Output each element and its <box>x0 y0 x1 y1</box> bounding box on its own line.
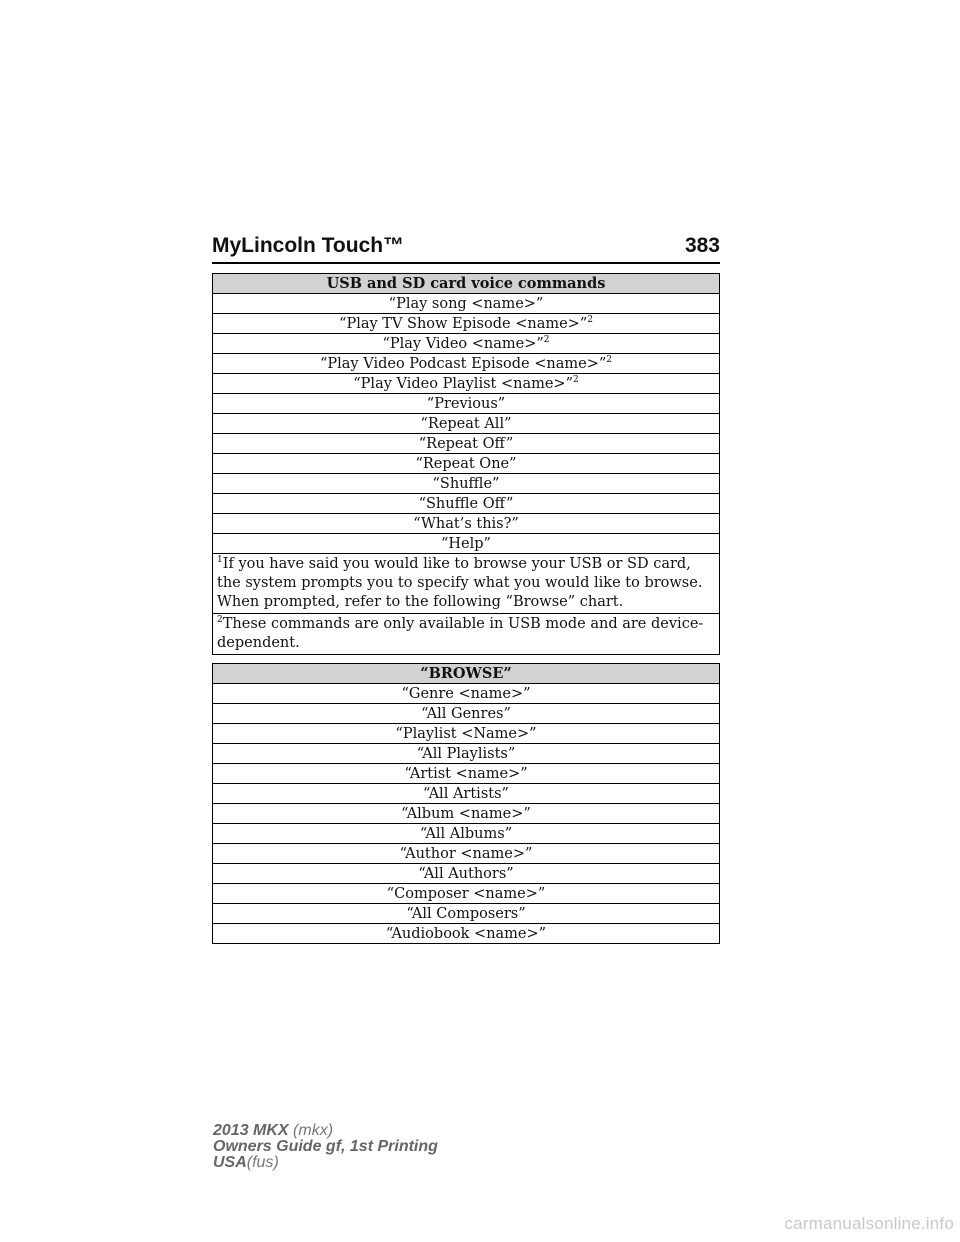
table-row: “Repeat All” <box>213 414 720 434</box>
table-row: “Album <name>” <box>213 804 720 824</box>
table-row: “Artist <name>” <box>213 764 720 784</box>
table-row: “Genre <name>” <box>213 684 720 704</box>
table-row: “Author <name>” <box>213 844 720 864</box>
usb-sd-voice-commands-table <box>212 273 720 655</box>
table-row: “Repeat Off” <box>213 434 720 454</box>
table-row: “All Authors” <box>213 864 720 884</box>
table-row: “Audiobook <name>” <box>213 924 720 944</box>
page-number: 383 <box>684 234 720 257</box>
table-row: “Repeat One” <box>213 454 720 474</box>
footnote-2: $^2$These commands are only available in USB mode and are device-dependent. <box>213 614 720 655</box>
table-row: “All Playlists” <box>213 744 720 764</box>
table-row: “Previous” <box>213 394 720 414</box>
table-row: “All Artists” <box>213 784 720 804</box>
table-row: “Shuffle Off” <box>213 494 720 514</box>
footer-market-code: (fus) <box>246 1154 279 1171</box>
table-row: “Composer <name>” <box>213 884 720 904</box>
table-heading: USB and SD card voice commands <box>213 274 720 294</box>
print-footer <box>213 1123 438 1171</box>
browse-commands-table <box>212 663 720 944</box>
footer-market: USA <box>213 1154 247 1171</box>
watermark: carmanualsonline.info <box>784 1214 954 1233</box>
table-row: “Playlist <Name>” <box>213 724 720 744</box>
table-heading: “BROWSE” <box>213 664 720 684</box>
table-row: “Help” <box>213 534 720 554</box>
footer-guide: Owners Guide gf, 1st Printing <box>213 1138 438 1155</box>
page-header <box>212 228 720 264</box>
table-row: “All Genres” <box>213 704 720 724</box>
page-title: MyLincoln Touch™ <box>212 234 405 257</box>
footnote-1: $^1$If you have said you would like to browse your USB or SD card, the system prompts you to specify what you would like to browse. When prompted, refer to the following “Browse” chart. <box>213 554 720 614</box>
table-row: “Play song <name>” <box>213 294 720 314</box>
table-row: “Play TV Show Episode <name>”$^2$ <box>213 314 720 334</box>
table-row: “All Albums” <box>213 824 720 844</box>
table-row: “Play Video Playlist <name>”$^2$ <box>213 374 720 394</box>
table-row: “Play Video Podcast Episode <name>”$^2$ <box>213 354 720 374</box>
table-row: “Shuffle” <box>213 474 720 494</box>
table-row: “What’s this?” <box>213 514 720 534</box>
footer-model-code: (mkx) <box>293 1122 334 1139</box>
table-row: “Play Video <name>”$^2$ <box>213 334 720 354</box>
footer-model: 2013 MKX <box>213 1122 289 1139</box>
table-row: “All Composers” <box>213 904 720 924</box>
